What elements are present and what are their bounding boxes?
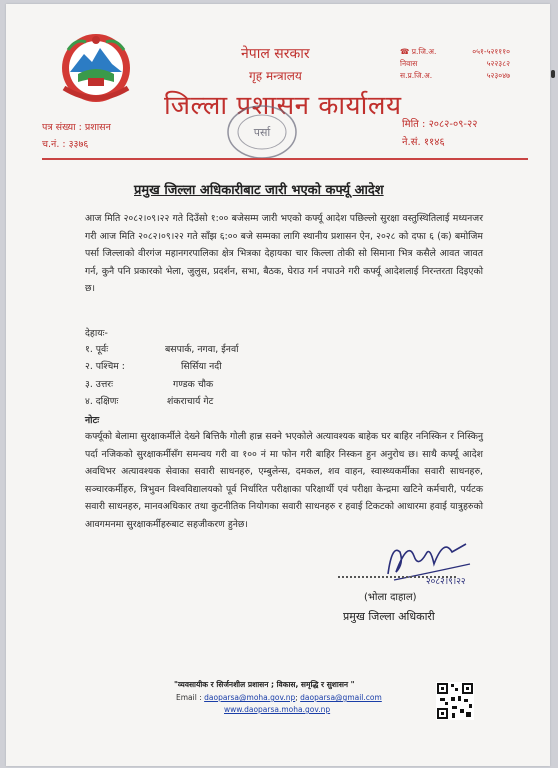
nepal-samvat-year: ने.सं. ११४६	[402, 137, 445, 148]
email-separator: ;	[295, 693, 298, 702]
boundary-place: गण्डक चौक	[173, 379, 214, 390]
curfew-paragraph: आज मिति २०८२।०९।२२ गते दिउँसो १:०० बजेसम्म जारी भएको कर्फ्यू आदेश पछिल्लो सुरक्षा वस्तुस्थितिलाई मध्यनजर गरी आज मिति २०८२।०९।२२ गते साँझ ६:०० बजे सम्मका लागि स्थानीय प्रशासन ऐन, २०२८ को दफा ६ (क) बमोजिम पर्सा जिल्लाको वीरगंज महानगरपालिका क्षेत्र भित्रका देहायका चार किल्ला तोकी सो सिमाना भित्र कसैले आवत जावत गर्न, कुनै पनि प्रकारको भेला, जुलुस, प्रदर्शन, सभा, बैठक, घेराउ गर्न नपाउने गरी कर्फ्यू आदेशलाई निरन्तरता दिइएको छ।	[85, 213, 483, 294]
letter-subject: प्रमुख जिल्ला अधिकारीबाट जारी भएको कर्फ्यू आदेश	[134, 183, 384, 198]
letter-date: मिति : २०८२-०९-२२	[402, 119, 478, 130]
email-label: Email :	[176, 693, 202, 702]
boundary-direction: ३. उत्तरः	[85, 379, 113, 390]
signature-line	[338, 576, 456, 578]
email-line	[176, 693, 382, 702]
handwritten-signature-icon	[374, 534, 478, 588]
contact-row	[400, 46, 510, 58]
boundary-place: बसपार्क, नगवा, ईनर्वा	[165, 344, 239, 355]
contact-value: ५२३०४७	[486, 71, 510, 80]
office-motto: "व्यवसायीक र सिर्जनशील प्रशासन ; विकास, समृद्धि र सुशासन "	[174, 680, 355, 689]
office-stamp-icon	[224, 102, 300, 162]
contact-value: ०५१-५२१११०	[472, 47, 510, 56]
contact-label: स.प्र.जि.अ.	[400, 71, 433, 80]
boundaries-label: देहायः-	[85, 328, 108, 339]
signature-date: २०८२।९।२२	[426, 577, 466, 587]
contact-label: निवास	[400, 59, 418, 68]
officer-name: (भोला दाहाल)	[364, 592, 417, 603]
reference-block	[42, 119, 111, 153]
email-link-primary[interactable]: daoparsa@moha.gov.np	[204, 693, 296, 702]
header-divider	[42, 158, 528, 160]
date-block	[402, 116, 477, 152]
boundary-place: सिर्सिया नदी	[181, 361, 222, 372]
qr-code-icon	[436, 682, 474, 720]
government-name: नेपाल सरकार	[241, 46, 310, 62]
contact-label: ☎ प्र.जि.अ.	[400, 47, 437, 56]
boundary-direction: १. पूर्वः	[85, 344, 109, 355]
nepal-emblem-icon	[54, 28, 138, 108]
contact-numbers	[400, 46, 510, 82]
page-mark	[551, 70, 555, 78]
stamp-text: पर्सा	[253, 126, 271, 139]
letter-page	[6, 4, 550, 766]
contact-row	[400, 70, 510, 82]
office-title: जिल्ला प्रशासन कार्यालय	[164, 91, 402, 121]
ministry-name: गृह मन्त्रालय	[249, 69, 302, 83]
website-link[interactable]: www.daoparsa.moha.gov.np	[224, 705, 331, 714]
dispatch-number: च.नं. : ३३७६	[42, 139, 89, 150]
boundary-direction: २. पश्चिम :	[85, 361, 125, 372]
boundary-direction: ४. दक्षिणः	[85, 396, 119, 407]
contact-row	[400, 58, 510, 70]
note-paragraph: कर्फ्यूको बेलामा सुरक्षाकर्मीले देख्ने बित्तिकै गोली हान्न सक्ने भएकोले अत्यावश्यक बाहेक घर बाहिर ननिस्किन र निस्किनु पर्दा नजिकको सुरक्षाकर्मीसँग समन्वय गरी वा १०० नं मा फोन गरी बाहिर निस्कन हुन अनुरोध छ। साथै कर्फ्यू आदेश अवधिभर अत्यावश्यक सेवाका सवारी साधनहरु, एम्बुलेन्स, दमकल, शव वाहन, स्वास्थ्यकर्मीका सवारी साधनहरु, सञ्चारकर्मीहरु, त्रिभुवन विश्वविद्यालयको पूर्व निर्धारित परीक्षाका परिक्षार्थी एवं परीक्षा केन्द्रमा खटिने कर्मचारी, पर्यटक सवारी साधनहरु, मानवअधिकार तथा कुटनीतिक नियोगका सवारी साधनहरु र हवाई टिकटको आधारमा हवाई यात्रुहरुको आवगमनमा सुरक्षाकर्मीहरुबाट सहजीकरण हुनेछ।	[85, 431, 483, 530]
boundary-place: शंकराचार्य गेट	[167, 396, 214, 407]
letter-number: पत्र संख्या : प्रशासन	[42, 122, 111, 133]
note-label: नोटः	[85, 415, 100, 426]
email-link-secondary[interactable]: daoparsa@gmail.com	[300, 693, 382, 702]
contact-value: ५२२३८२	[486, 59, 510, 68]
officer-title: प्रमुख जिल्ला अधिकारी	[343, 610, 435, 623]
